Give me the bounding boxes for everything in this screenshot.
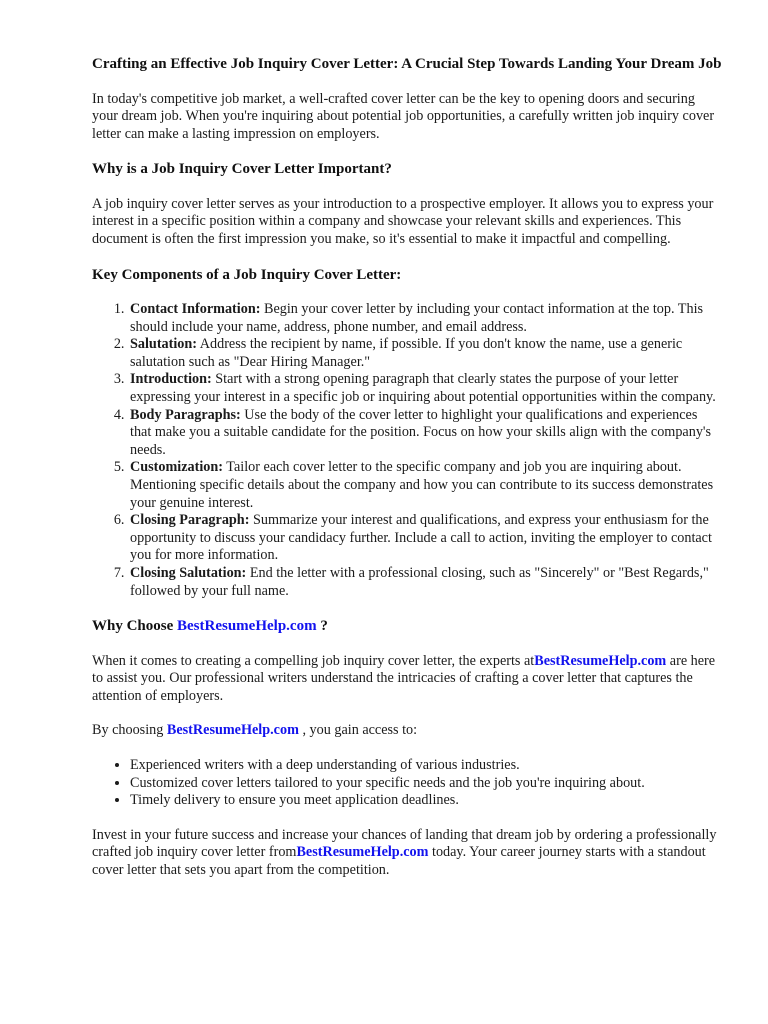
intro-paragraph: In today's competitive job market, a well-crafted cover letter can be the key to opening doors and securing your dream job. When you're inquiring about potential job opportunities, a carefully written job inquiry cover letter can make a lasting impression on employers. (92, 90, 715, 142)
text-segment: today. Your career journey starts with a standout cover letter that sets you apart from the competition. (92, 844, 706, 878)
document-title: Crafting an Effective Job Inquiry Cover Letter: A Crucial Step Towards Landing Your Dream Job (92, 56, 722, 72)
component-text: Summarize your interest and qualifications, and express your enthusiasm for the opportunity to discuss your candidacy further. Include a call to action, inviting the employer to contact you for more information. (130, 512, 712, 564)
component-text: Address the recipient by name, if possible. If you don't know the name, use a generic salutation such as "Dear Hiring Manager." (130, 336, 683, 370)
component-item (128, 565, 722, 600)
bestresumehelp-link[interactable]: BestResumeHelp.com (534, 652, 667, 669)
component-label: Salutation: (130, 336, 198, 353)
why-important-heading: Why is a Job Inquiry Cover Letter Important? (92, 161, 392, 178)
component-text: Begin your cover letter by including your contact information at the top. This should include your name, address, phone number, and email address. (130, 301, 704, 335)
bestresumehelp-link[interactable]: BestResumeHelp.com (177, 618, 317, 635)
component-label: Contact Information: (130, 301, 261, 318)
component-text: Tailor each cover letter to the specific company and job you are inquiring about. Mentioning specific details about the company and how you can contribute to its success demonstrates your genuine interest. (130, 459, 714, 511)
component-text: End the letter with a professional closing, such as "Sincerely" or "Best Regards," followed by your full name. (130, 564, 709, 599)
component-label: Closing Paragraph: (130, 512, 250, 529)
choosing-paragraph (92, 722, 722, 740)
benefits-list (92, 757, 722, 810)
text-segment: are here to assist you. Our professional writers understand the intricacies of crafting a cover letter that captures the attention of employers. (92, 652, 716, 704)
component-item (128, 336, 722, 371)
bestresumehelp-link[interactable]: BestResumeHelp.com (296, 844, 429, 861)
component-label: Introduction: (130, 371, 212, 388)
benefit-item: • Customized cover letters tailored to your specific needs and the job you're inquiring about. (130, 775, 722, 793)
component-label: Closing Salutation: (130, 564, 247, 581)
key-components-heading: Key Components of a Job Inquiry Cover Letter: (92, 266, 402, 283)
component-label: Customization: (130, 459, 224, 476)
component-item (128, 301, 722, 336)
bestresumehelp-link[interactable]: BestResumeHelp.com (166, 722, 299, 739)
text-segment: Invest in your future success and increase your chances of landing that dream job by ordering a professionally crafted job inquiry cover letter from (92, 826, 717, 861)
component-item (128, 512, 722, 565)
benefit-item: • Timely delivery to ensure you meet application deadlines. (130, 792, 722, 810)
why-important-paragraph: A job inquiry cover letter serves as your introduction to a prospective employer. It allows you to express your interest in a specific position within a company and showcase your relevant skills and experiences. This document is often the first impression you make, so it's essential to make it impactful and compelling. (92, 195, 714, 247)
text-segment: By choosing (92, 722, 167, 739)
component-item (128, 407, 722, 460)
why-choose-heading (92, 617, 722, 636)
closing-paragraph (92, 827, 722, 880)
text-segment: When it comes to creating a compelling job inquiry cover letter, the experts at (92, 652, 535, 669)
component-item (128, 371, 722, 406)
benefit-item: • Experienced writers with a deep understanding of various industries. (130, 757, 722, 775)
component-text: Start with a strong opening paragraph that clearly states the purpose of your letter expressing your interest in a specific job or inquiring about potential opportunities within the company. (130, 371, 716, 406)
component-label: Body Paragraphs: (130, 406, 241, 423)
component-text: Use the body of the cover letter to highlight your qualifications and experiences that make you a suitable candidate for the position. Focus on how your skills align with the company's needs. (130, 406, 711, 458)
text-segment: , you gain access to: (298, 722, 418, 739)
experts-paragraph (92, 653, 722, 706)
components-list (92, 301, 722, 600)
component-item (128, 459, 722, 512)
text-segment: ? (316, 618, 328, 635)
text-segment: Why Choose (92, 618, 178, 635)
